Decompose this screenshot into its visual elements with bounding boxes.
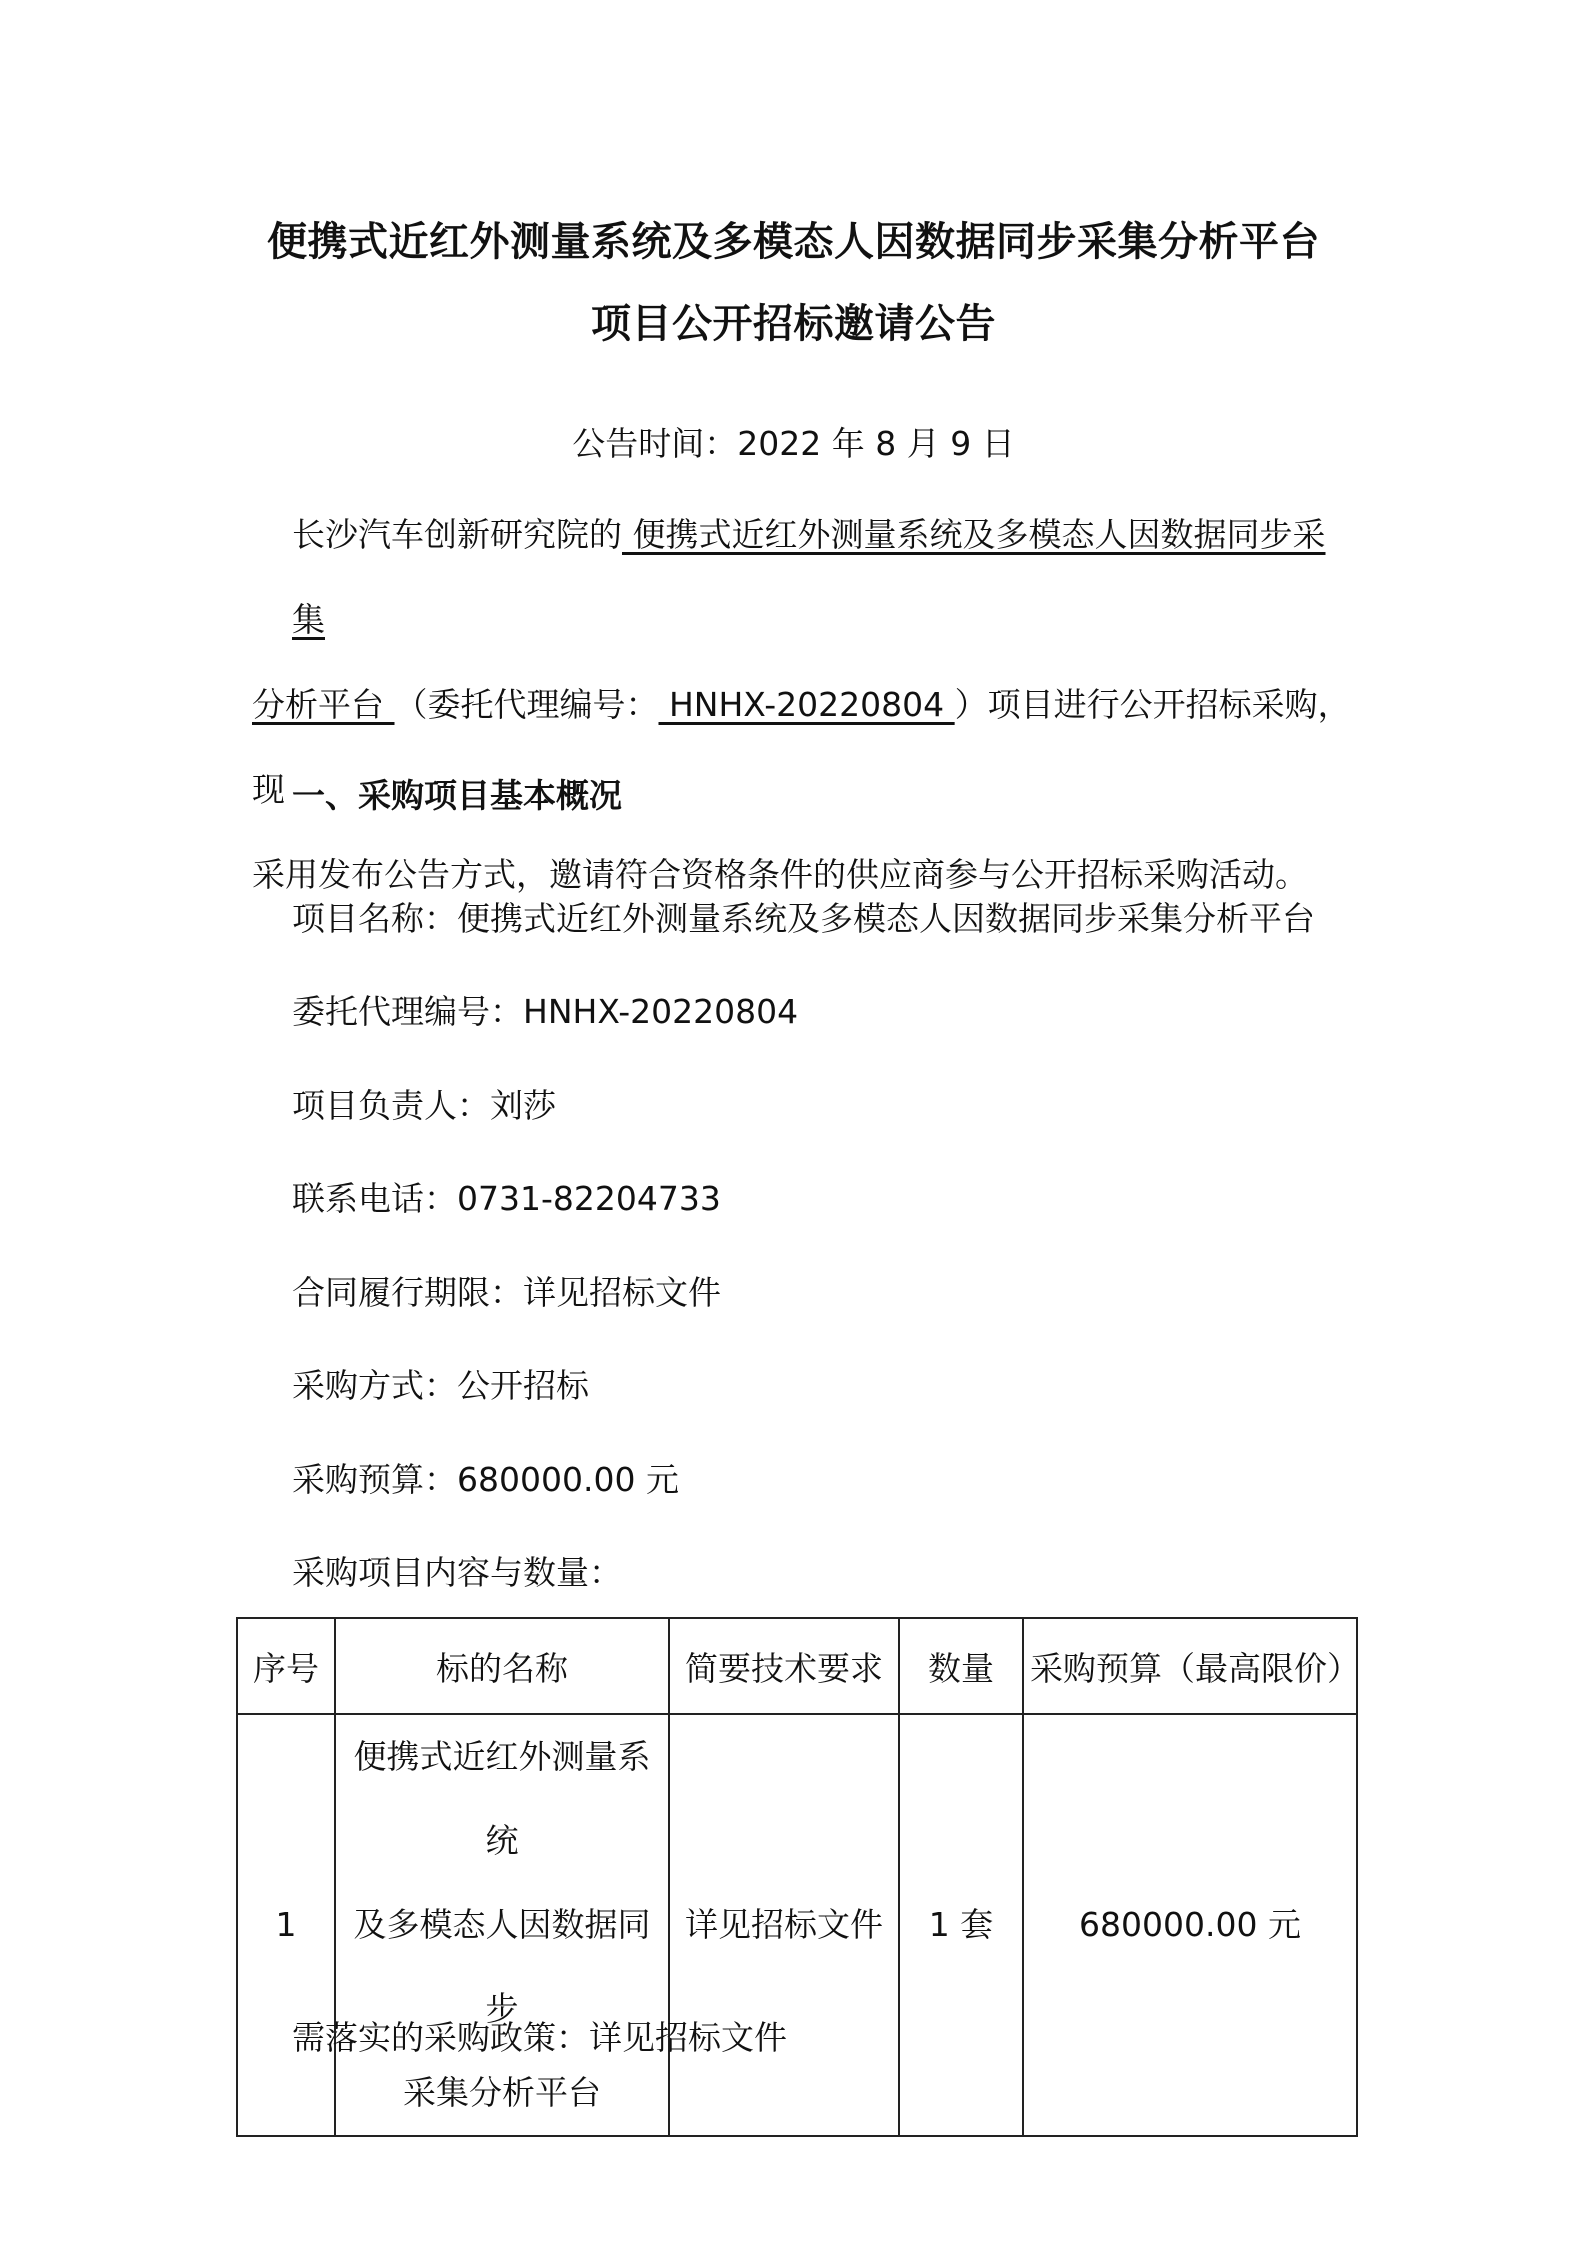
intro-line-3: 采用发布公告方式，邀请符合资格条件的供应商参与公开招标采购活动。: [252, 855, 1308, 894]
section-1-title: 一、采购项目基本概况: [292, 776, 622, 815]
announcement-date: 公告时间：2022 年 8 月 9 日: [572, 424, 1015, 463]
field-method: 采购方式：公开招标: [292, 1366, 589, 1405]
header-no: 序号: [237, 1618, 335, 1714]
procurement-table: [236, 1617, 1358, 2137]
header-quantity: 数量: [899, 1618, 1023, 1714]
intro-code: HNHX-20220804: [658, 685, 955, 724]
header-requirements: 简要技术要求: [669, 1618, 899, 1714]
cell-name: [335, 1714, 669, 2136]
field-policy: 需落实的采购政策：详见招标文件: [292, 2018, 787, 2057]
field-period: 合同履行期限：详见招标文件: [292, 1273, 721, 1312]
field-agency-code: 委托代理编号：HNHX-20220804: [292, 992, 799, 1031]
cell-name-line-3: 采集分析平台: [403, 2073, 601, 2112]
table-header-row: [237, 1618, 1357, 1714]
title-line-2: 项目公开招标邀请公告: [591, 301, 996, 347]
field-phone: 联系电话：0731-82204733: [292, 1179, 721, 1218]
cell-quantity: 1 套: [899, 1714, 1023, 2136]
field-manager: 项目负责人：刘莎: [292, 1086, 556, 1125]
cell-no: 1: [237, 1714, 335, 2136]
field-content-label: 采购项目内容与数量：: [292, 1553, 622, 1592]
header-name: 标的名称: [335, 1618, 669, 1714]
cell-name-line-2: 及多模态人因数据同步: [353, 1905, 651, 2028]
cell-requirements: 详见招标文件: [669, 1714, 899, 2136]
field-budget: 采购预算：680000.00 元: [292, 1460, 679, 1499]
cell-budget: 680000.00 元: [1023, 1714, 1357, 2136]
intro-suffix: ）项目进行公开招标采购，现: [252, 685, 1351, 809]
intro-project-name-2: 分析平台: [252, 685, 395, 724]
header-budget: 采购预算（最高限价）: [1023, 1618, 1357, 1714]
intro-prefix: 长沙汽车创新研究院的: [292, 515, 622, 554]
cell-name-line-1: 便携式近红外测量系统: [353, 1737, 651, 1860]
intro-paragraph: [252, 492, 1352, 917]
field-project-name: 项目名称：便携式近红外测量系统及多模态人因数据同步采集分析平台: [292, 899, 1315, 938]
title-line-1: 便携式近红外测量系统及多模态人因数据同步采集分析平台: [267, 219, 1320, 265]
table-row: [237, 1714, 1357, 2136]
intro-middle: （委托代理编号：: [394, 685, 659, 724]
intro-project-name-1: 便携式近红外测量系统及多模态人因数据同步采集: [292, 515, 1326, 639]
